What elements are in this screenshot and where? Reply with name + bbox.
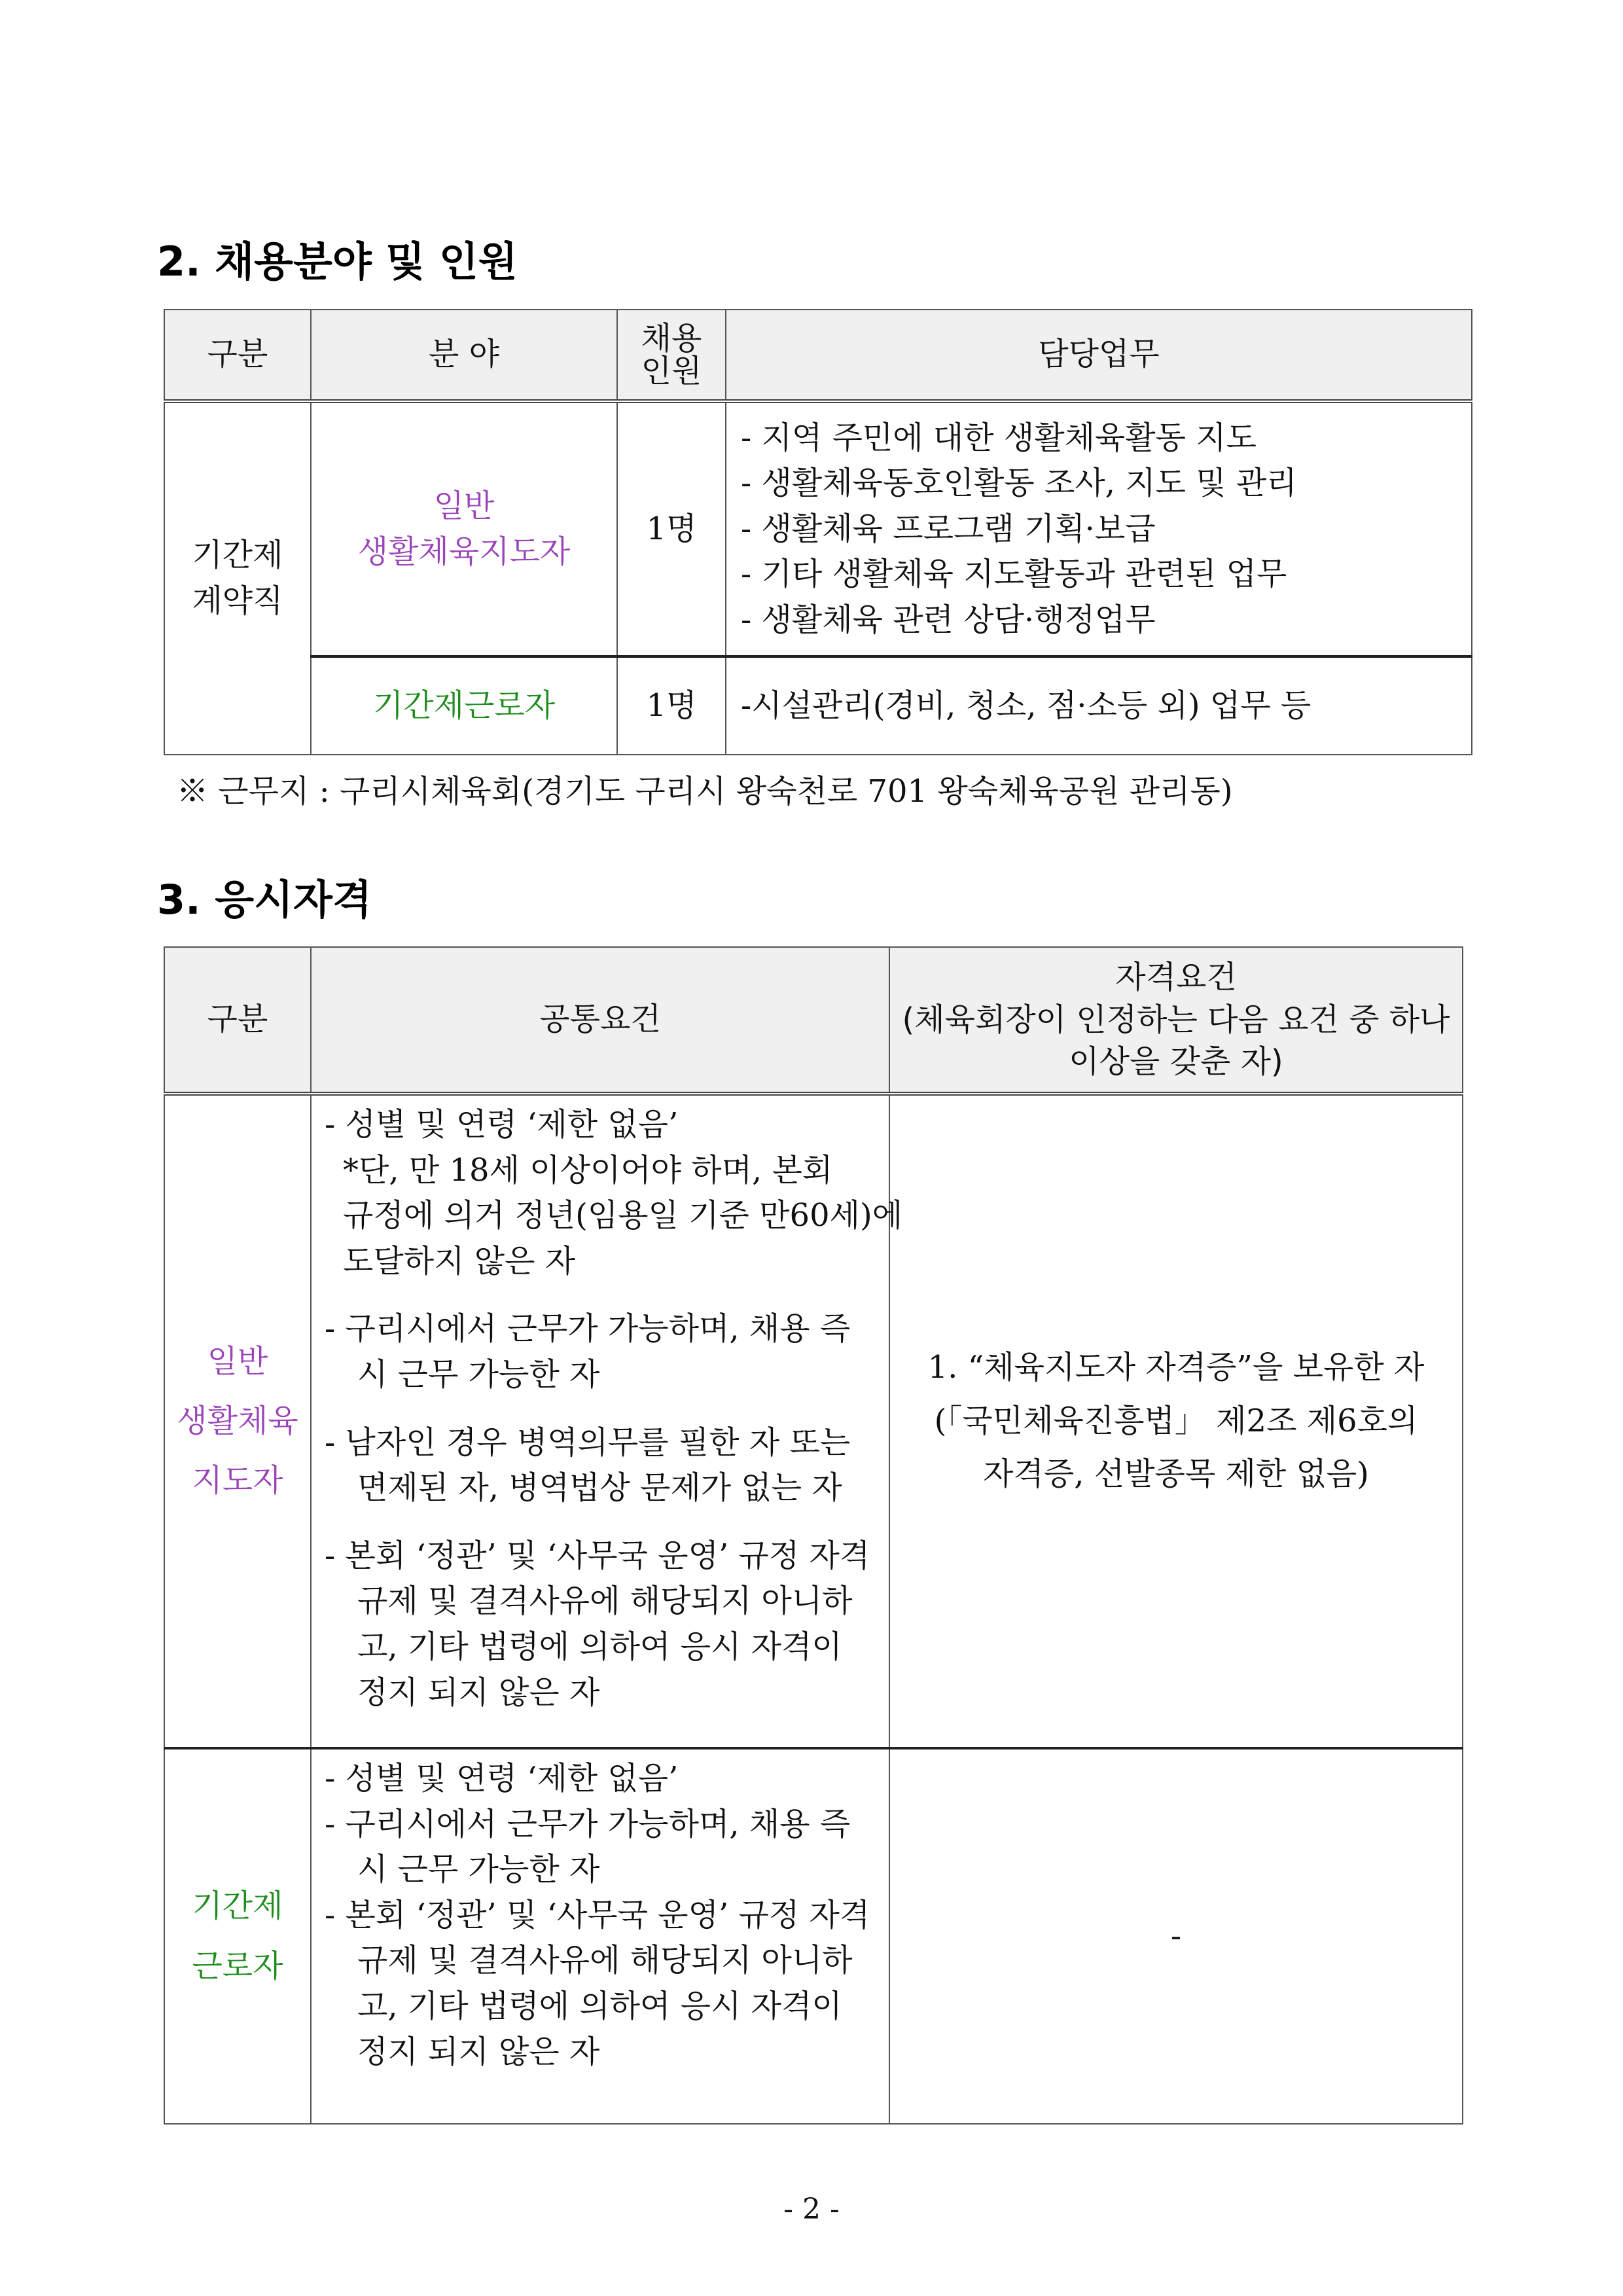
- qualification-table: [164, 946, 1463, 2125]
- category-line1: 일반: [207, 1342, 268, 1380]
- qualification-detail: [889, 1094, 1463, 1748]
- category-line3: 지도자: [192, 1462, 283, 1499]
- header-headcount-line1: 채용: [641, 319, 702, 357]
- header-qual-line1: 자격요건: [1115, 958, 1237, 996]
- requirement-item: - 성별 및 연령 ‘제한 없음’: [325, 1760, 679, 1797]
- category-line1: 기간제: [192, 1888, 283, 1925]
- duty-item: -시설관리(경비, 청소, 점·소등 외) 업무 등: [726, 656, 1472, 755]
- group-line2: 계약직: [192, 583, 283, 619]
- group-line1: 기간제: [192, 537, 283, 574]
- headcount: 1명: [617, 401, 726, 656]
- header-qual-line3: 이상을 갖춘 자): [1069, 1043, 1283, 1081]
- category-line2: 근로자: [192, 1947, 283, 1984]
- duty-item: - 생활체육동호인활동 조사, 지도 및 관리: [741, 465, 1297, 502]
- field-temp-worker: 기간제근로자: [311, 656, 617, 755]
- category-sports-instructor: [164, 1094, 311, 1748]
- section-3-heading: 3. 응시자격: [157, 876, 372, 924]
- common-requirements: [311, 1094, 903, 1748]
- header-category: 구분: [164, 310, 311, 401]
- qualification-line3: 자격증, 선발종목 제한 없음): [983, 1456, 1369, 1493]
- header-headcount-line2: 인원: [641, 353, 702, 389]
- requirement-item: - 구리시에서 근무가 가능하며, 채용 즉시 근무 가능한 자: [325, 1805, 851, 1888]
- workplace-note: ※ 근무지 : 구리시체육회(경기도 구리시 왕숙천로 701 왕숙체육공원 관리동): [177, 773, 1233, 810]
- field-line2: 생활체육지도자: [357, 533, 571, 570]
- requirement-item: - 본회 ‘정관’ 및 ‘사무국 운영’ 규정 자격 규제 및 결격사유에 해당되지 아니하고, 기타 법령에 의하여 응시 자격이 정지 되지 않은 자: [325, 1896, 870, 2070]
- header-qualifications: [889, 947, 1463, 1094]
- header-field: 분 야: [311, 310, 617, 401]
- group-contract: [164, 401, 311, 755]
- recruitment-table: [164, 309, 1472, 755]
- section-2-heading: 2. 채용분야 및 인원: [157, 238, 518, 285]
- requirement-item: - 성별 및 연령 ‘제한 없음’: [325, 1106, 679, 1143]
- category-line2: 생활체육: [177, 1402, 298, 1439]
- category-temp-worker: [164, 1748, 311, 2124]
- requirement-subnote: *단, 만 18세 이상이어야 하며, 본회: [343, 1151, 833, 1189]
- qualification-line2: (「국민체육진흥법」 제2조 제6호의: [934, 1402, 1418, 1439]
- header-category: 구분: [164, 947, 311, 1094]
- requirement-subnote: 도달하지 않은 자: [343, 1242, 576, 1280]
- qualification-detail: -: [889, 1748, 1463, 2124]
- duties-list: [726, 401, 1472, 656]
- header-qual-line2: (체육회장이 인정하는 다음 요건 중 하나: [902, 1001, 1450, 1038]
- requirement-subnote: 규정에 의거 정년(임용일 기준 만60세)에: [343, 1197, 903, 1234]
- qualification-line1: 1. “체육지도자 자격증”을 보유한 자: [927, 1349, 1425, 1386]
- field-line1: 일반: [433, 487, 495, 524]
- header-headcount: [617, 310, 726, 401]
- duty-item: - 생활체육 관련 상담·행정업무: [741, 601, 1156, 638]
- common-requirements: [311, 1748, 889, 2124]
- requirement-item: - 구리시에서 근무가 가능하며, 채용 즉시 근무 가능한 자: [325, 1310, 851, 1393]
- field-sports-instructor: [311, 401, 617, 656]
- duty-item: - 지역 주민에 대한 생활체육활동 지도: [741, 419, 1257, 456]
- page-number: - 2 -: [783, 2193, 840, 2226]
- header-duties: 담당업무: [726, 310, 1472, 401]
- requirement-item: - 본회 ‘정관’ 및 ‘사무국 운영’ 규정 자격 규제 및 결격사유에 해당되지 아니하고, 기타 법령에 의하여 응시 자격이 정지 되지 않은 자: [325, 1537, 870, 1711]
- header-common-requirements: 공통요건: [311, 947, 889, 1094]
- duty-item: - 기타 생활체육 지도활동과 관련된 업무: [741, 556, 1287, 593]
- duty-item: - 생활체육 프로그램 기획·보급: [741, 510, 1156, 547]
- headcount: 1명: [617, 656, 726, 755]
- requirement-item: - 남자인 경우 병역의무를 필한 자 또는 면제된 자, 병역법상 문제가 없는 자: [325, 1424, 851, 1507]
